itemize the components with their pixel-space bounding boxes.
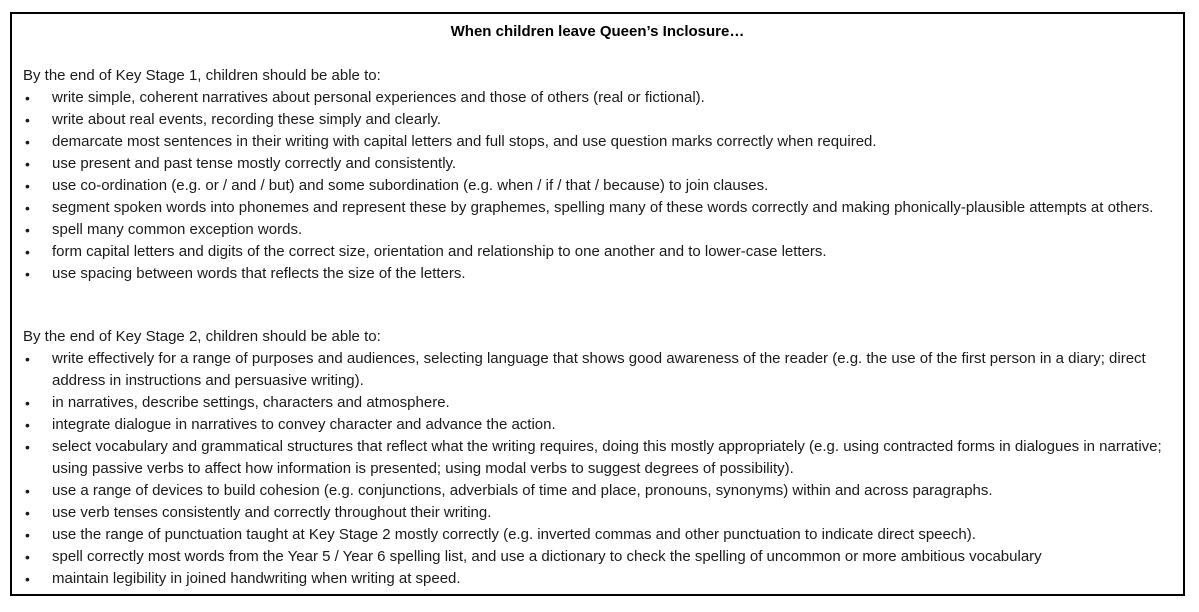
bullet-dot-icon: • <box>25 483 30 499</box>
list-item-text: segment spoken words into phonemes and represent these by graphemes, spelling many of these words correctly and making phonically-plausible attempts at others. <box>52 199 1154 216</box>
list-item <box>23 263 1183 285</box>
list-item-text: use the range of punctuation taught at Key Stage 2 mostly correctly (e.g. inverted commas and other punctuation to indicate direct speech). <box>52 526 976 543</box>
bullet-dot-icon: • <box>25 222 30 238</box>
list-item <box>23 414 1183 436</box>
list-item-text: write about real events, recording these simply and clearly. <box>52 111 442 128</box>
list-item-text: in narratives, describe settings, characters and atmosphere. <box>52 394 450 411</box>
list-item <box>23 87 1183 109</box>
bullet-dot-icon: • <box>25 527 30 543</box>
list-item <box>23 502 1183 524</box>
list-item-text: use a range of devices to build cohesion (e.g. conjunctions, adverbials of time and place, pronouns, synonyms) within and across paragraphs. <box>52 482 993 499</box>
bullet-dot-icon: • <box>25 244 30 260</box>
list-item <box>23 109 1183 131</box>
list-item-text: spell correctly most words from the Year 5 / Year 6 spelling list, and use a dictionary to check the spelling of uncommon or more ambitious vocabulary <box>52 548 1042 565</box>
bullet-dot-icon: • <box>25 395 30 411</box>
list-item <box>23 219 1183 241</box>
list-item-text: demarcate most sentences in their writing with capital letters and full stops, and use question marks correctly when required. <box>52 133 877 150</box>
bullet-dot-icon: • <box>25 571 30 587</box>
list-item <box>23 436 1183 480</box>
list-item <box>23 197 1183 219</box>
bullet-dot-icon: • <box>25 156 30 172</box>
list-item-text: select vocabulary and grammatical structures that reflect what the writing requires, doing this mostly appropriately (e.g. using contracted forms in dialogues in narrative; using passive verbs to affect how information is presented; using modal verbs to suggest degrees of possibility). <box>52 438 1162 477</box>
bullet-dot-icon: • <box>25 112 30 128</box>
list-item <box>23 568 1183 590</box>
bullet-dot-icon: • <box>25 439 30 455</box>
list-item <box>23 175 1183 197</box>
list-item-text: use verb tenses consistently and correctly throughout their writing. <box>52 504 492 521</box>
bullet-dot-icon: • <box>25 351 30 367</box>
list-item-text: maintain legibility in joined handwriting when writing at speed. <box>52 570 461 587</box>
list-item <box>23 546 1183 568</box>
list-item-text: spell many common exception words. <box>52 221 303 238</box>
bullet-dot-icon: • <box>25 549 30 565</box>
list-item <box>23 153 1183 175</box>
bullet-dot-icon: • <box>25 417 30 433</box>
bullet-dot-icon: • <box>25 266 30 282</box>
list-item-text: integrate dialogue in narratives to convey character and advance the action. <box>52 416 556 433</box>
page-title: When children leave Queen’s Inclosure… <box>450 23 745 40</box>
list-item-text: use present and past tense mostly correctly and consistently. <box>52 155 457 172</box>
bullet-dot-icon: • <box>25 200 30 216</box>
list-item-text: form capital letters and digits of the correct size, orientation and relationship to one another and to lower-case letters. <box>52 243 827 260</box>
list-item-text: write simple, coherent narratives about personal experiences and those of others (real or fictional). <box>52 89 705 106</box>
list-item-text: use spacing between words that reflects the size of the letters. <box>52 265 466 282</box>
document-box <box>10 12 1185 596</box>
bullet-dot-icon: • <box>25 505 30 521</box>
bullet-dot-icon: • <box>25 178 30 194</box>
list-item <box>23 392 1183 414</box>
list-item <box>23 524 1183 546</box>
list-item-text: use co-ordination (e.g. or / and / but) and some subordination (e.g. when / if / that / because) to join clauses. <box>52 177 769 194</box>
key-stage-1-section <box>23 65 1183 285</box>
key-stage-1-intro: By the end of Key Stage 1, children should be able to: <box>23 67 381 84</box>
key-stage-2-intro: By the end of Key Stage 2, children should be able to: <box>23 328 381 345</box>
key-stage-2-section <box>23 326 1183 590</box>
key-stage-1-list <box>23 87 1183 285</box>
list-item <box>23 480 1183 502</box>
list-item-text: write effectively for a range of purposes and audiences, selecting language that shows good awareness of the reader (e.g. the use of the first person in a diary; direct address in instructions and persuasive writing). <box>52 350 1146 389</box>
list-item <box>23 131 1183 153</box>
bullet-dot-icon: • <box>25 134 30 150</box>
key-stage-2-list <box>23 348 1183 590</box>
bullet-dot-icon: • <box>25 90 30 106</box>
list-item <box>23 241 1183 263</box>
list-item <box>23 348 1183 392</box>
